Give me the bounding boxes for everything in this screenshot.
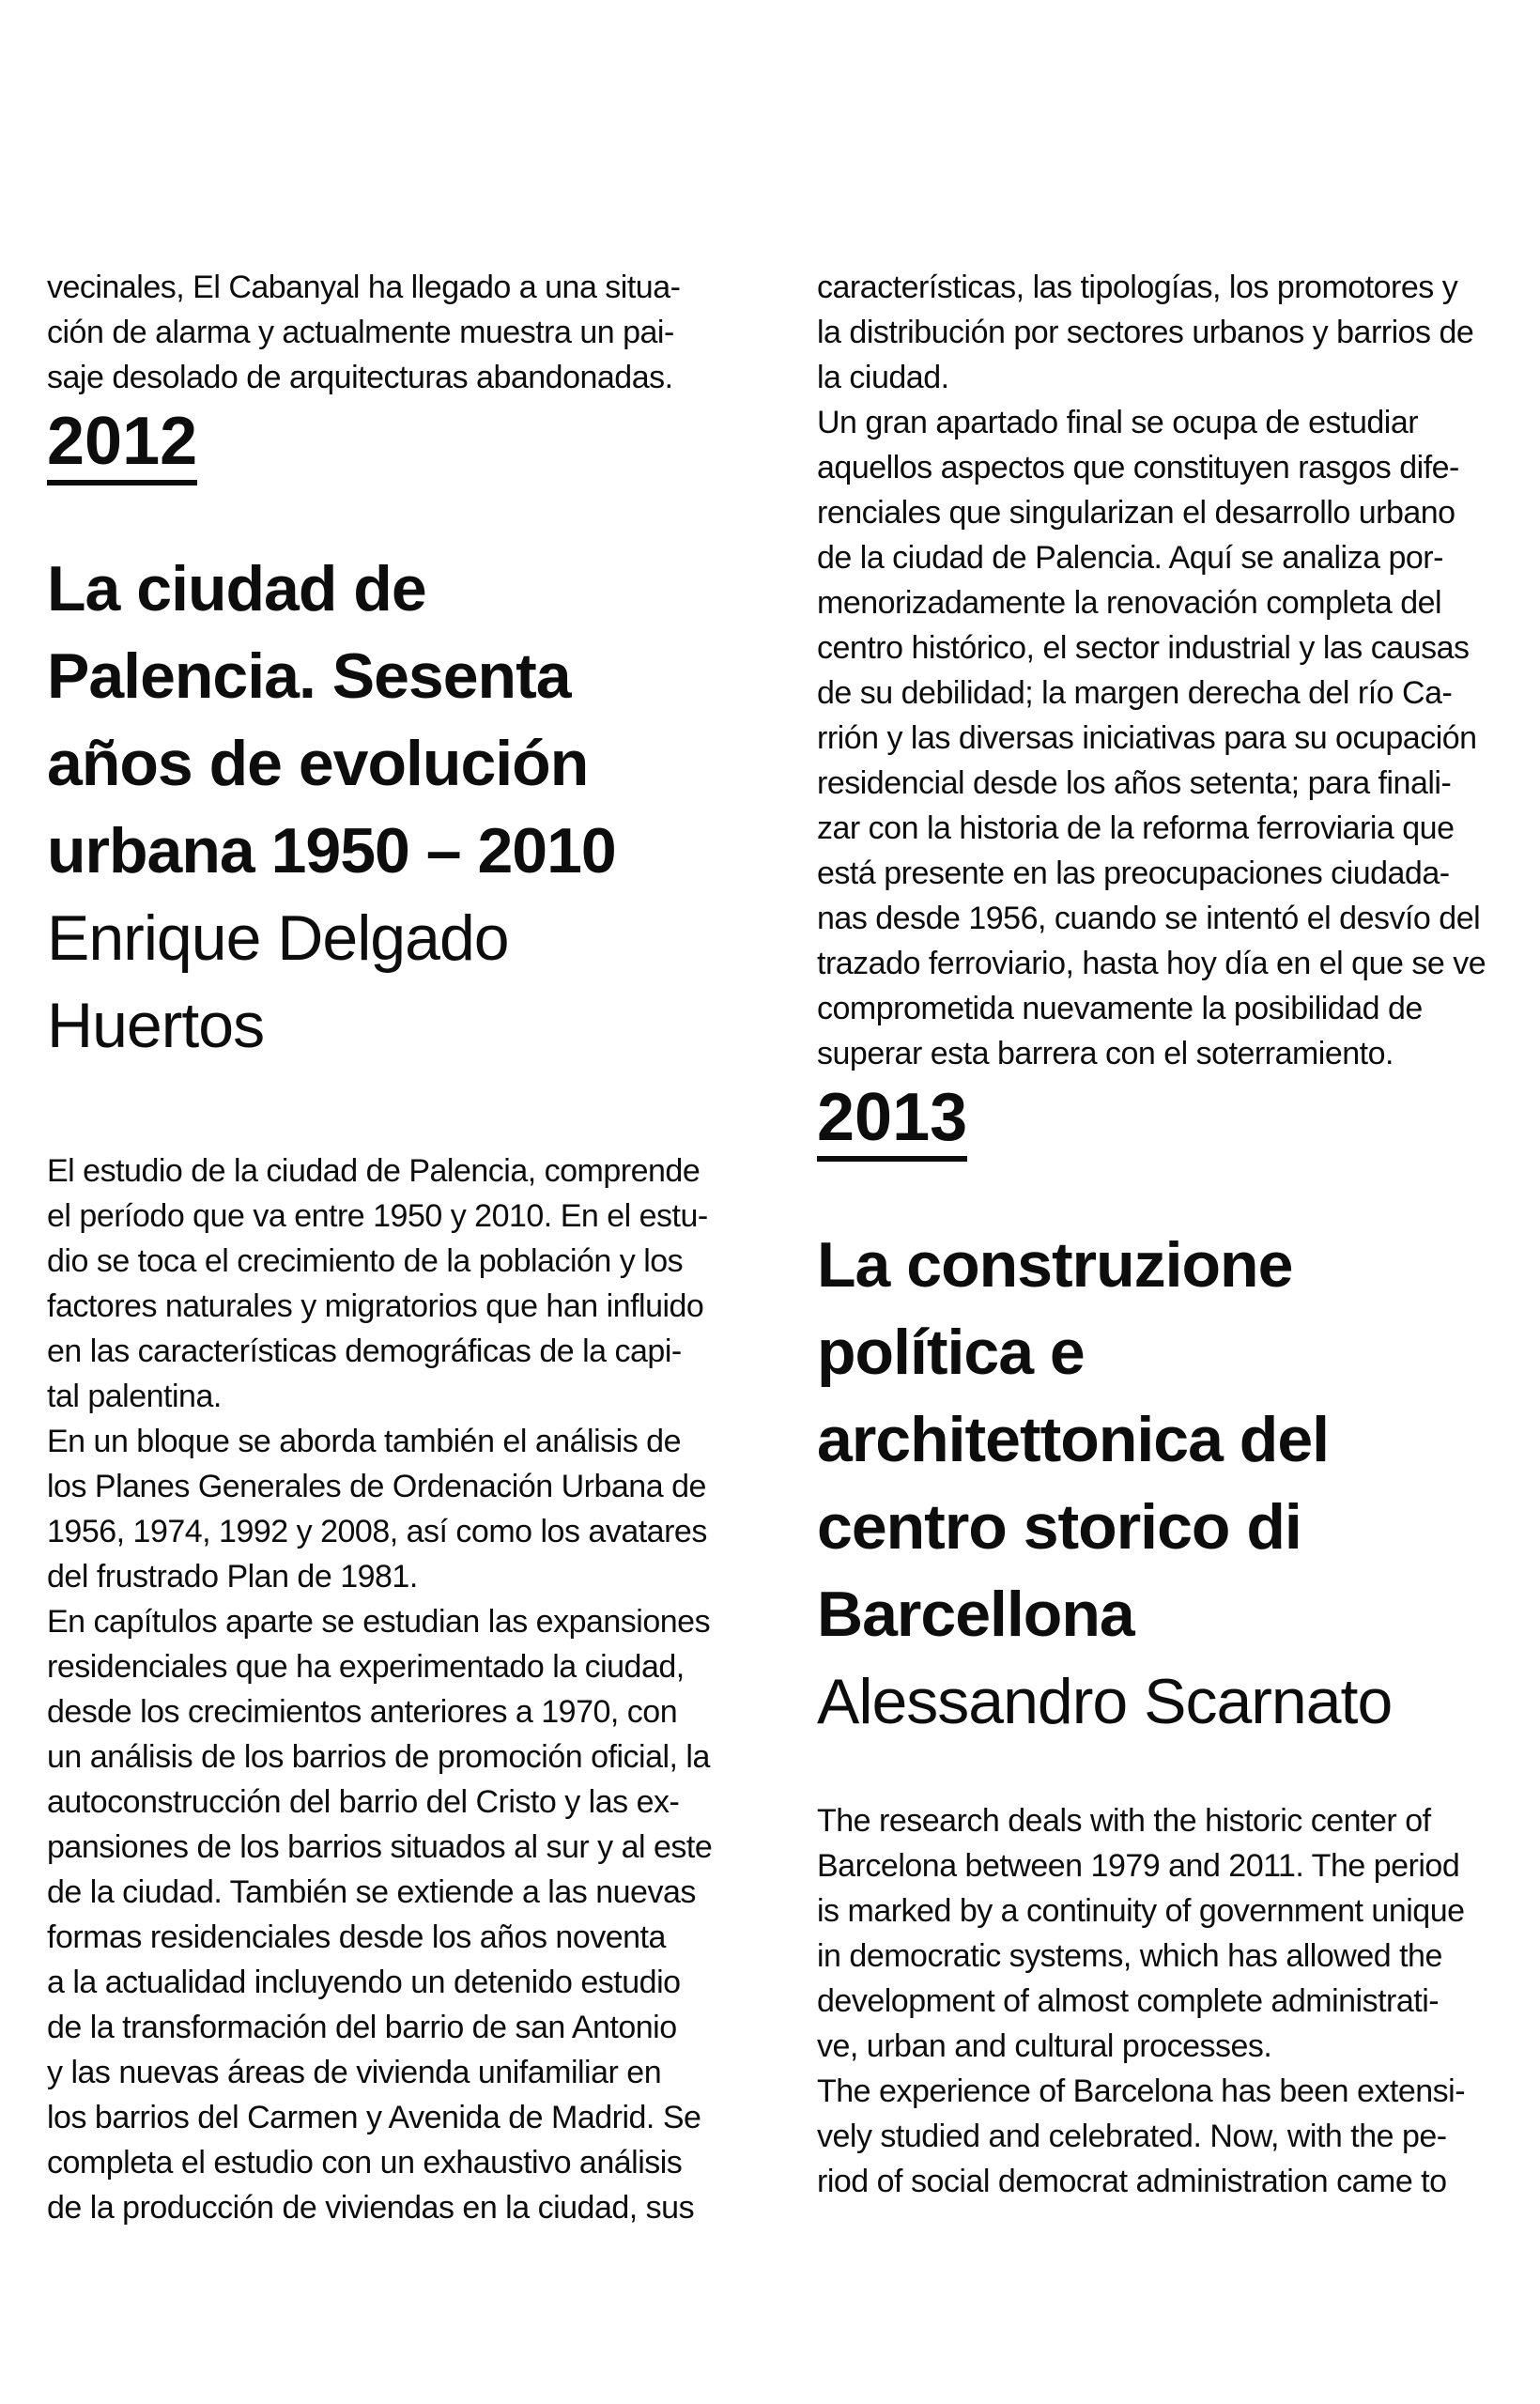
book-description-palencia-continued: [817, 265, 1517, 1076]
right-column: [817, 265, 1517, 2204]
text-line: En un bloque se aborda también el análisis de: [47, 1424, 681, 1459]
text-line: y las nuevas áreas de vivienda unifamiliar en: [47, 2055, 662, 2090]
book-description-barcellona: [817, 1798, 1517, 2204]
text-line: de la transformación del barrio de san Antonio: [47, 2010, 677, 2045]
text-line: Un gran apartado final se ocupa de estudiar: [817, 405, 1419, 440]
text-line: The experience of Barcelona has been extensi-: [817, 2073, 1466, 2109]
text-line: architettonica del: [817, 1404, 1330, 1475]
text-line: En capítulos aparte se estudian las expansiones: [47, 1604, 711, 1640]
text-line: centro storico di: [817, 1491, 1301, 1563]
text-line: El estudio de la ciudad de Palencia, comprende: [47, 1153, 701, 1189]
text-line: rrión y las diversas iniciativas para su ocupación: [817, 720, 1477, 756]
text-line: la distribución por sectores urbanos y barrios de: [817, 315, 1474, 350]
text-line: pansiones de los barrios situados al sur y al este: [47, 1829, 713, 1865]
text-line: comprometida nuevamente la posibilidad de: [817, 991, 1423, 1026]
text-line: de la ciudad. También se extiende a las nuevas: [47, 1874, 696, 1910]
text-line: in democratic systems, which has allowed the: [817, 1938, 1442, 1974]
text-line: Huertos: [47, 990, 265, 1061]
text-line: un análisis de los barrios de promoción oficial, la: [47, 1739, 710, 1775]
text-line: zar con la historia de la reforma ferroviaria que: [817, 810, 1455, 846]
text-line: dio se toca el crecimiento de la población y los: [47, 1243, 684, 1279]
text-line: Barcelona between 1979 and 2011. The period: [817, 1848, 1460, 1884]
text-line: vely studied and celebrated. Now, with the pe-: [817, 2119, 1447, 2154]
left-intro-paragraph: [47, 265, 747, 400]
text-line: características, las tipologías, los promotores y: [817, 270, 1458, 305]
text-line: está presente en las preocupaciones ciudada-: [817, 855, 1450, 891]
text-line: residencial desde los años setenta; para finali-: [817, 765, 1452, 801]
text-line: de la producción de viviendas en la ciudad, sus: [47, 2190, 695, 2226]
text-line: La ciudad de: [47, 553, 426, 624]
book-author-palencia: [47, 895, 747, 1070]
text-line: política e: [817, 1317, 1085, 1388]
text-line: 1956, 1974, 1992 y 2008, así como los avatares: [47, 1514, 707, 1549]
text-line: de su debilidad; la margen derecha del río Ca-: [817, 675, 1453, 711]
text-line: Alessandro Scarnato: [817, 1666, 1393, 1737]
text-line: vecinales, El Cabanyal ha llegado a una situa-: [47, 270, 681, 305]
text-line: centro histórico, el sector industrial y las causas: [817, 630, 1470, 666]
text-line: desde los crecimientos anteriores a 1970, con: [47, 1694, 678, 1730]
text-line: urbana 1950 – 2010: [47, 815, 616, 886]
year-heading-2012: 2012: [47, 408, 197, 485]
text-line: a la actualidad incluyendo un detenido estudio: [47, 1965, 681, 2000]
book-title-palencia: [47, 546, 747, 895]
text-line: is marked by a continuity of government unique: [817, 1893, 1465, 1929]
text-line: renciales que singularizan el desarrollo urbano: [817, 495, 1455, 531]
book-title-barcellona: [817, 1222, 1517, 1658]
text-line: del frustrado Plan de 1981.: [47, 1559, 418, 1595]
text-line: The research deals with the historic center of: [817, 1803, 1431, 1839]
left-column: [47, 265, 747, 2230]
text-line: autoconstrucción del barrio del Cristo y las ex-: [47, 1784, 680, 1820]
text-line: Palencia. Sesenta: [47, 640, 571, 712]
text-line: trazado ferroviario, hasta hoy día en el que se ve: [817, 946, 1486, 981]
text-line: la ciudad.: [817, 360, 949, 395]
text-line: riod of social democrat administration came to: [817, 2164, 1447, 2199]
text-line: La construzione: [817, 1229, 1293, 1301]
text-line: tal palentina.: [47, 1379, 222, 1414]
text-line: en las características demográficas de la capi-: [47, 1333, 682, 1369]
text-line: años de evolución: [47, 728, 589, 799]
text-line: residenciales que ha experimentado la ciudad,: [47, 1649, 685, 1685]
text-line: ve, urban and cultural processes.: [817, 2028, 1272, 2064]
book-author-barcellona: [817, 1658, 1517, 1746]
text-line: superar esta barrera con el soterramiento.: [817, 1036, 1394, 1071]
text-line: Enrique Delgado: [47, 902, 509, 974]
text-line: el período que va entre 1950 y 2010. En el estu-: [47, 1198, 708, 1234]
text-line: nas desde 1956, cuando se intentó el desvío del: [817, 901, 1481, 936]
text-line: ción de alarma y actualmente muestra un pai-: [47, 315, 674, 350]
text-line: formas residenciales desde los años noventa: [47, 1919, 666, 1955]
text-line: los barrios del Carmen y Avenida de Madrid. Se: [47, 2100, 701, 2135]
text-line: saje desolado de arquitecturas abandonadas.: [47, 360, 673, 395]
text-line: development of almost complete administrati-: [817, 1983, 1440, 2019]
text-line: aquellos aspectos que constituyen rasgos dife-: [817, 450, 1459, 485]
text-line: menorizadamente la renovación completa del: [817, 585, 1442, 621]
text-line: los Planes Generales de Ordenación Urbana de: [47, 1469, 706, 1504]
text-line: completa el estudio con un exhaustivo análisis: [47, 2145, 683, 2181]
year-heading-2013: 2013: [817, 1084, 967, 1162]
text-line: factores naturales y migratorios que han influido: [47, 1288, 704, 1324]
text-line: de la ciudad de Palencia. Aquí se analiza por-: [817, 540, 1443, 576]
text-line: Barcellona: [817, 1579, 1134, 1650]
book-description-palencia: [47, 1148, 747, 2230]
